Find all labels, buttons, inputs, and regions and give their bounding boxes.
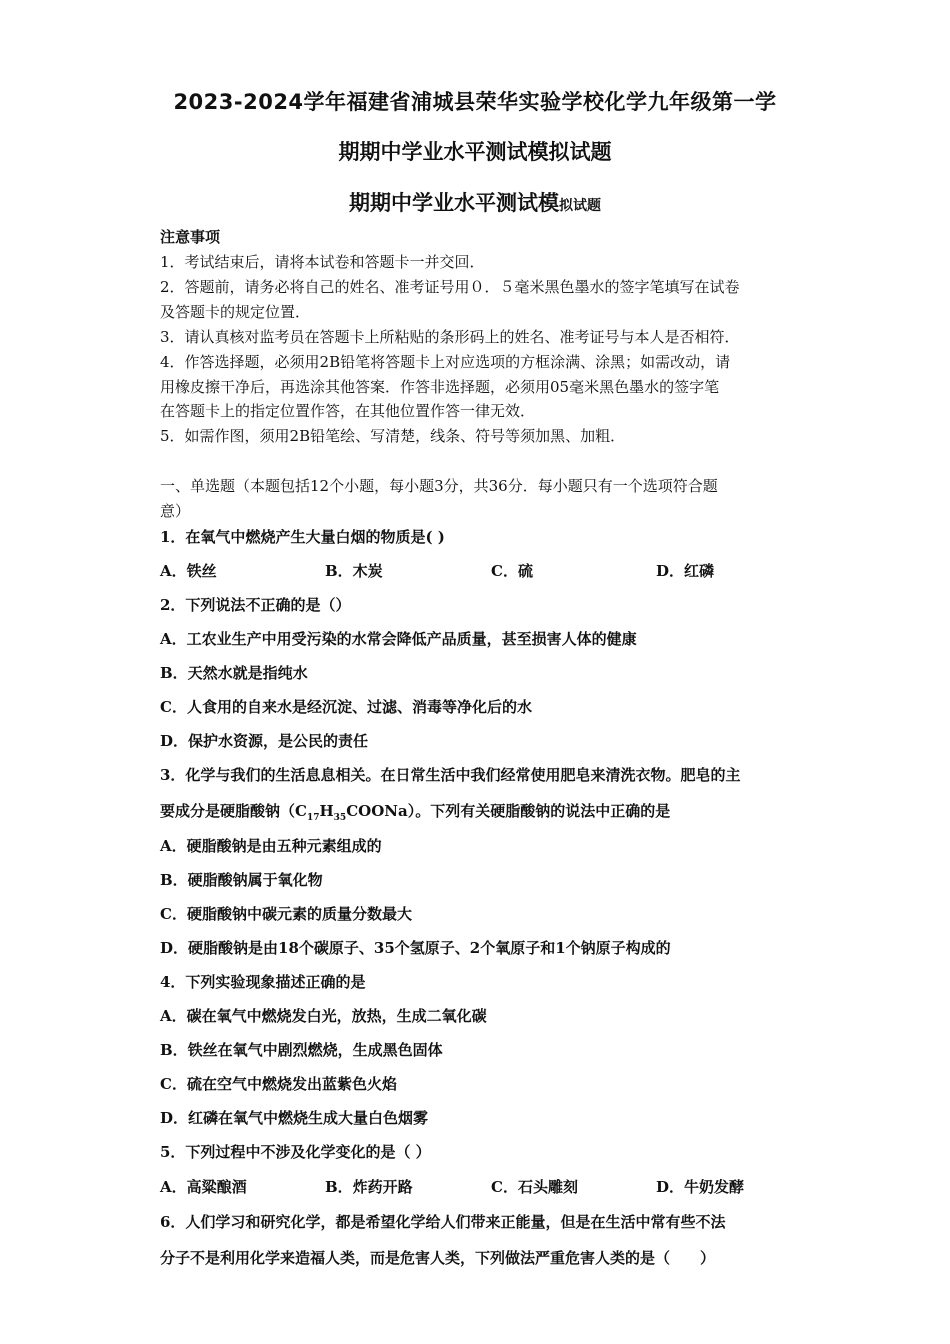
question-3-stem-mid: H <box>319 802 334 820</box>
question-5-option-b: B．炸药开路 <box>325 1178 413 1196</box>
question-3-option-c: C．硬脂酸钠中碳元素的质量分数最大 <box>160 905 412 923</box>
exam-title-line-2: 期期中学业水平测试模拟试题 <box>338 140 612 164</box>
question-2-option-c: C．人食用的自来水是经沉淀、过滤、消毒等净化后的水 <box>160 698 532 716</box>
question-3-option-d: D．硬脂酸钠是由18个碳原子、35个氢原子、2个氧原子和1个钠原子构成的 <box>160 939 671 957</box>
notice-item: 及答题卡的规定位置． <box>160 303 311 321</box>
notice-item: 1．考试结束后，请将本试卷和答题卡一并交回． <box>160 253 485 271</box>
notice-item: 3．请认真核对监考员在答题卡上所粘贴的条形码上的姓名、准考证号与本人是否相符． <box>160 328 740 346</box>
notice-heading: 注意事项 <box>160 228 221 246</box>
question-4-option-c: C．硫在空气中燃烧发出蓝紫色火焰 <box>160 1075 397 1093</box>
exam-title-line-3-big: 期期中学业水平测试模 <box>349 191 559 215</box>
question-1-option-a: A．铁丝 <box>160 562 217 580</box>
question-3-stem-pre: 要成分是硬脂酸钠（C <box>160 802 307 820</box>
exam-title-line-3-small: 拟试题 <box>559 198 601 214</box>
question-5-option-d: D．牛奶发酵 <box>656 1178 745 1196</box>
question-3-option-b: B．硬脂酸钠属于氧化物 <box>160 871 323 889</box>
exam-title-line-3 <box>0 187 950 217</box>
question-2-option-b: B．天然水就是指纯水 <box>160 664 308 682</box>
question-4-option-b: B．铁丝在氧气中剧烈燃烧，生成黑色固体 <box>160 1041 443 1059</box>
notice-item: 4．作答选择题，必须用2B铅笔将答题卡上对应选项的方框涂满、涂黑；如需改动，请 <box>160 353 731 371</box>
question-4-option-d: D．红磷在氧气中燃烧生成大量白色烟雾 <box>160 1109 429 1127</box>
notice-item: 5．如需作图，须用2B铅笔绘、写清楚，线条、符号等须加黑、加粗． <box>160 427 626 445</box>
exam-title-line-1: 2023-2024学年福建省浦城县荣华实验学校化学九年级第一学 <box>173 90 777 114</box>
question-3-subscript-17: 17 <box>306 813 320 823</box>
question-3-stem-line-1: 3．化学与我们的生活息息相关。在日常生活中我们经常使用肥皂来清洗衣物。肥皂的主 <box>160 766 741 784</box>
question-2-stem: 2．下列说法不正确的是（） <box>160 596 351 614</box>
question-3-stem-post: COONa）。下列有关硬脂酸钠的说法中正确的是 <box>346 802 671 820</box>
question-1-stem: 1．在氧气中燃烧产生大量白烟的物质是( ) <box>160 528 445 546</box>
question-3-option-a: A．硬脂酸钠是由五种元素组成的 <box>160 837 382 855</box>
question-5-stem: 5．下列过程中不涉及化学变化的是（ ） <box>160 1143 431 1161</box>
question-6-stem-line-1: 6．人们学习和研究化学，都是希望化学给人们带来正能量，但是在生活中常有些不法 <box>160 1213 726 1231</box>
question-3-stem-line-2 <box>160 801 800 828</box>
notice-item: 2．答题前，请务必将自己的姓名、准考证号用０．５毫米黑色墨水的签字笔填写在试卷 <box>160 278 740 296</box>
question-1-option-c: C．硫 <box>491 562 533 580</box>
question-1-option-d: D．红磷 <box>656 562 715 580</box>
question-4-option-a: A．碳在氧气中燃烧发白光，放热，生成二氧化碳 <box>160 1007 487 1025</box>
section-heading: 一、单选题（本题包括12个小题，每小题3分，共36分．每小题只有一个选项符合题 <box>160 477 718 495</box>
question-1-option-b: B．木炭 <box>325 562 383 580</box>
question-3-subscript-35: 35 <box>333 813 347 823</box>
question-2-option-a: A．工农业生产中用受污染的水常会降低产品质量，甚至损害人体的健康 <box>160 630 637 648</box>
question-5-option-a: A．高粱酿酒 <box>160 1178 247 1196</box>
question-2-option-d: D．保护水资源，是公民的责任 <box>160 732 369 750</box>
question-6-stem-line-2: 分子不是利用化学来造福人类，而是危害人类，下列做法严重危害人类的是（ ） <box>160 1249 716 1267</box>
notice-item: 在答题卡上的指定位置作答，在其他位置作答一律无效． <box>160 402 536 420</box>
question-4-stem: 4．下列实验现象描述正确的是 <box>160 973 366 991</box>
section-heading-cont: 意） <box>160 502 191 520</box>
notice-item: 用橡皮擦干净后，再选涂其他答案．作答非选择题，必须用05毫米黑色墨水的签字笔 <box>160 378 720 396</box>
question-5-option-c: C．石头雕刻 <box>491 1178 578 1196</box>
